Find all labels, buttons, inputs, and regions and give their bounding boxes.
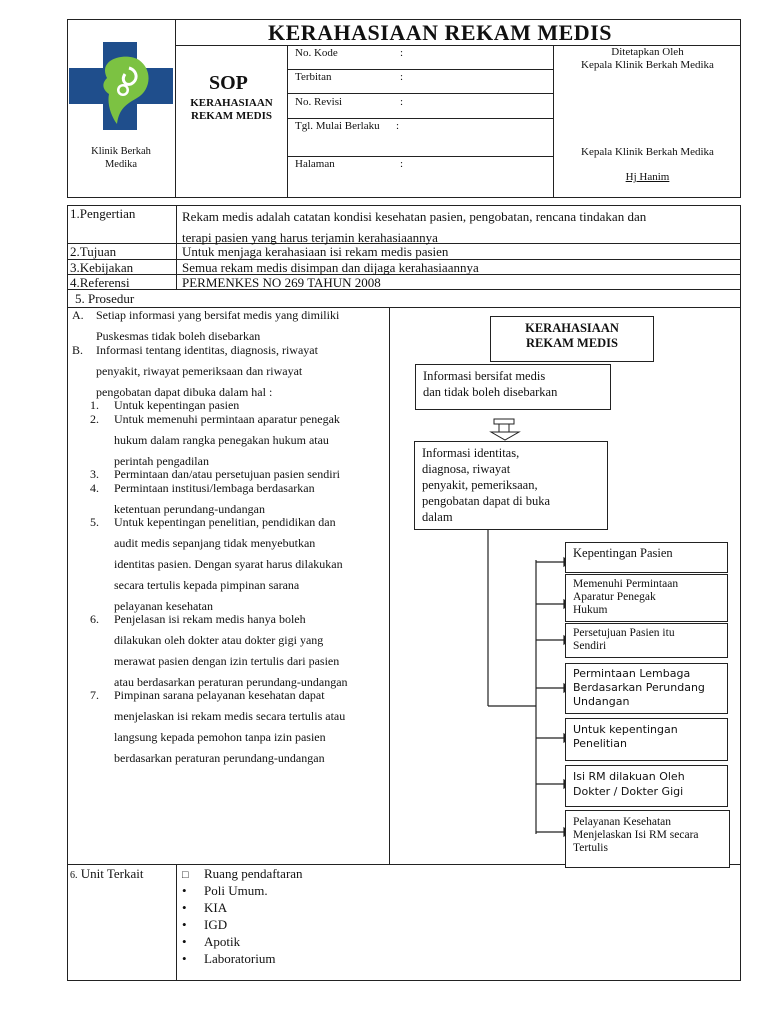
ditetapkan-oleh: Ditetapkan Oleh [611, 46, 684, 58]
field-no-revisi: No. Revisi [295, 96, 343, 108]
flow-title-box: KERAHASIAAN REKAM MEDIS [490, 316, 654, 362]
flow-box-identitas: Informasi identitas, diagnosa, riwayat penyakit, pemeriksaan, pengobatan dapat di buka dalam [414, 441, 608, 530]
kepala-klinik-top: Kepala Klinik Berkah Medika [581, 59, 714, 71]
list-item: • IGD [182, 917, 228, 932]
field-terbitan: Terbitan [295, 71, 332, 83]
label-pengertian: 1.Pengertian [70, 206, 136, 221]
list-item: • Apotik [182, 934, 241, 949]
list-item: • Poli Umum. [182, 883, 268, 898]
sop-subtitle: KERAHASIAAN REKAM MEDIS [190, 97, 273, 122]
flow-branch-lines [480, 528, 570, 848]
list-item: • KIA [182, 900, 228, 915]
label-tujuan: 2.Tujuan [70, 244, 117, 259]
flow-box-medis: Informasi bersifat medis dan tidak boleh disebarkan [415, 364, 611, 410]
label-kebijakan: 3.Kebijakan [70, 260, 134, 275]
flow-branch-aparatur: Memenuhi Permintaan Aparatur Penegak Hukum [565, 574, 728, 622]
flow-branch-pelayanan: Pelayanan Kesehatan Menjelaskan Isi RM secara Tertulis [565, 810, 730, 868]
label-referensi: 4.Referensi [70, 275, 130, 290]
flow-branch-penelitian: Untuk kepentingan Penelitian [565, 718, 728, 761]
kepala-klinik-bottom: Kepala Klinik Berkah Medika [581, 146, 714, 158]
field-no-kode: No. Kode [295, 47, 338, 59]
text-tujuan: Untuk menjaga kerahasiaan isi rekam medis pasien [182, 244, 449, 259]
flow-branch-kepentingan-pasien: Kepentingan Pasien [565, 542, 728, 573]
sop-label: SOP [209, 72, 248, 94]
clinic-name: Klinik Berkah Medika [91, 146, 151, 170]
signer-name: Hj Hanim [625, 171, 670, 183]
text-kebijakan: Semua rekam medis disimpan dan dijaga kerahasiaannya [182, 260, 479, 275]
flow-branch-dokter: Isi RM dilakuan Oleh Dokter / Dokter Gigi [565, 765, 728, 807]
text-referensi: PERMENKES NO 269 TAHUN 2008 [182, 275, 381, 290]
field-tgl-mulai: Tgl. Mulai Berlaku [295, 120, 380, 132]
clinic-logo [67, 38, 175, 138]
text-pengertian: Rekam medis adalah catatan kondisi kesehatan pasien, pengobatan, rencana tindakan dan terapi pasien yang harus terjamin kerahasiaannya [182, 209, 647, 245]
label-unit-terkait: 6. Unit Terkait [70, 866, 144, 881]
field-halaman: Halaman [295, 158, 335, 170]
flow-branch-persetujuan: Persetujuan Pasien itu Sendiri [565, 623, 728, 658]
document-title: KERAHASIAAN REKAM MEDIS [268, 20, 612, 45]
list-item: □ Ruang pendaftaran [182, 866, 303, 881]
flow-connector [485, 418, 525, 442]
flow-branch-lembaga: Permintaan Lembaga Berdasarkan Perundang Undangan [565, 663, 728, 714]
label-prosedur: 5. Prosedur [75, 291, 135, 306]
list-item: • Laboratorium [182, 951, 276, 966]
